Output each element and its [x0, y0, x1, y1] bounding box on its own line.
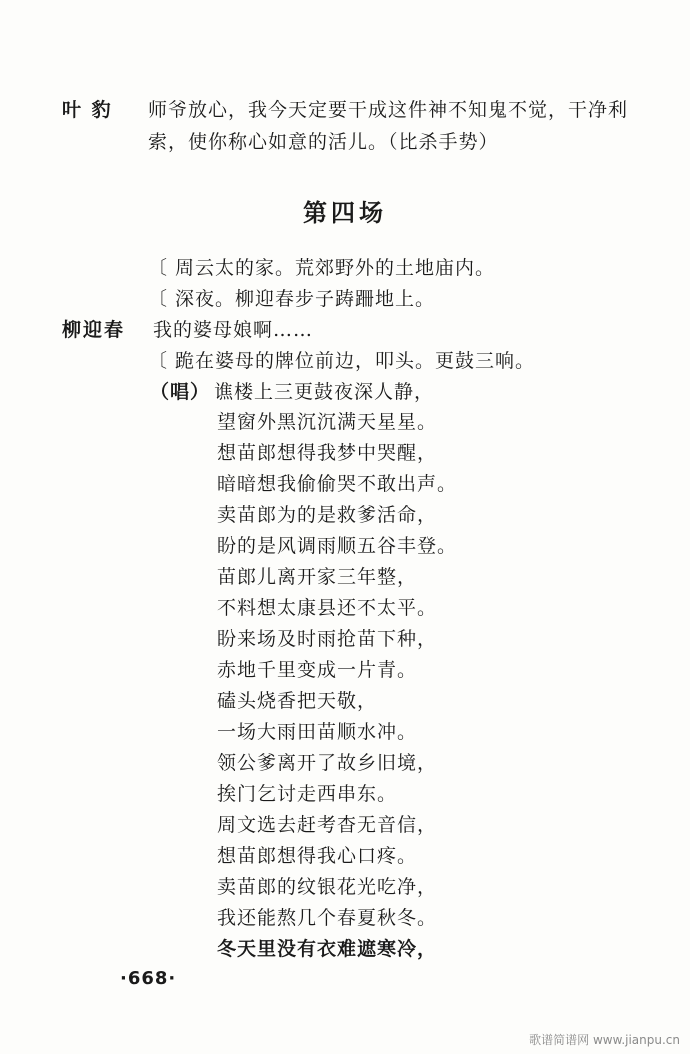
song-line: 一场大雨田苗顺水冲。 — [217, 721, 418, 743]
song-line: 望窗外黑沉沉满天星星。 — [217, 411, 438, 433]
song-line: 周文选去赶考杳无音信， — [217, 814, 438, 836]
song-line: 我还能熬几个春夏秋冬。 — [217, 907, 438, 929]
song-marker: （唱） — [150, 381, 211, 403]
song-line: 领公爹离开了故乡旧境， — [217, 752, 438, 774]
dialogue-line: 索，使你称心如意的活儿。（比杀手势） — [148, 131, 499, 153]
song-line: 想苗郎想得我心口疼。 — [217, 845, 418, 867]
song-line: 冬天里没有衣难遮寒冷， — [217, 938, 438, 960]
song-line: 卖苗郎的纹银花光吃净， — [217, 876, 438, 898]
watermark: 歌谱简谱网 www.jianpu.cn — [529, 1033, 680, 1047]
scene-title: 第四场 — [303, 199, 387, 227]
song-line: 挨门乞讨走西串东。 — [217, 783, 398, 805]
song-line: 卖苗郎为的是救爹活命， — [217, 504, 438, 526]
page-number: ·668· — [120, 968, 177, 989]
speaker-liu-yingchun: 柳迎春 — [62, 319, 126, 341]
song-line: 暗暗想我偷偷哭不敢出声。 — [217, 473, 458, 495]
stage-direction: 〔 跪在婆母的牌位前边，叩头。更鼓三响。 — [148, 350, 536, 372]
song-line: 磕头烧香把天敬， — [217, 690, 378, 712]
song-line: 赤地千里变成一片青。 — [217, 659, 418, 681]
song-line: 不料想太康县还不太平。 — [217, 597, 438, 619]
dialogue-line: 师爷放心，我今天定要干成这件神不知鬼不觉，干净利 — [148, 99, 629, 121]
dialogue-line: 我的婆母娘啊…… — [153, 319, 314, 341]
song-line: 盼的是风调雨顺五谷丰登。 — [217, 535, 458, 557]
song-line: 想苗郎想得我梦中哭醒， — [217, 442, 438, 464]
song-line: 谯楼上三更鼓夜深人静， — [214, 381, 435, 403]
song-line: 苗郎儿离开家三年整， — [217, 566, 418, 588]
stage-direction: 〔 周云太的家。荒郊野外的土地庙内。 — [148, 257, 496, 279]
song-line: 盼来场及时雨抢苗下种， — [217, 628, 438, 650]
stage-direction: 〔 深夜。柳迎春步子踌跚地上。 — [148, 288, 436, 310]
speaker-ye-bao: 叶 豹 — [62, 99, 113, 121]
